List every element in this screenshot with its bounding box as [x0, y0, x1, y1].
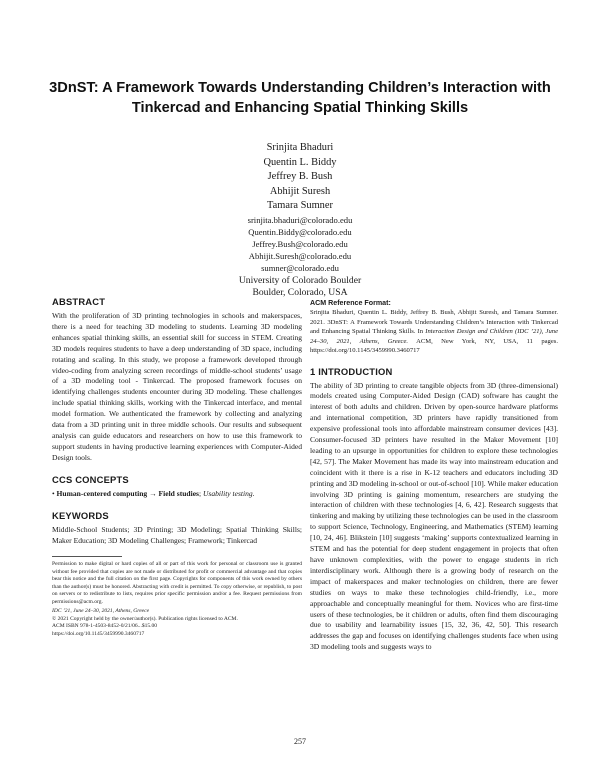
ccs-italic: Usability testing. [202, 488, 255, 498]
ccs-concept: Human-centered computing [56, 488, 148, 498]
author-location: Boulder, Colorado, USA [252, 287, 348, 299]
author-email: srinjita.bhaduri@colorado.edu [247, 214, 353, 225]
ccs-heading: CCS CONCEPTS [52, 473, 129, 485]
reference-venue: Interaction Design and Children (IDC ’21), June 24–30, 2021, Athens, Greece. [310, 328, 558, 345]
author-email: Abhijit.Suresh@colorado.edu [248, 251, 352, 262]
reference-plain: Srinjita Bhaduri, Quentin L. Biddy, Jeffrey B. Bush, Abhijit Suresh, and Tamara Sumner. 2021. 3DnST: A Framework Towards Understanding Children’s Interaction with Tinkercad and Enhancing Spatial Thinking Skills. In [310, 309, 558, 335]
abstract-heading: ABSTRACT [52, 296, 106, 307]
keywords-text: Middle-School Students; 3D Printing; 3D Modeling; Spatial Thinking Skills; Maker Education; 3D Modeling Challenges; Framework; Tinkercad [52, 524, 302, 545]
author-email: Jeffrey.Bush@colorado.edu [252, 238, 348, 249]
author-block [150, 141, 450, 300]
author-name: Srinjita Bhaduri [266, 142, 334, 153]
page-number: 257 [294, 737, 306, 746]
author-name: Tamara Sumner [267, 200, 333, 211]
introduction-heading: 1 INTRODUCTION [310, 365, 393, 377]
author-name: Abhijit Suresh [269, 185, 331, 197]
keywords-heading: KEYWORDS [52, 509, 109, 521]
author-name: Jeffrey B. Bush [267, 171, 333, 182]
introduction-text: The ability of 3D printing to create tangible objects from 3D (three-dimensional) models created using Computer-Aided Design (CAD) software has caught the interest of both adults and children. Driven by open-source hardware platforms and international competition, 3D printers have rapidly transitioned from expensive professional tools into affordable mainstream consumer devices [43]. Consumer-focused 3D printers have resulted in the Maker Movement [10] leading to an upsurge in opportunities for children to explore these technologies [42, 57]. The Maker Movement has made its way into mainstream education and coincident with it there is a rise in K-12 teachers and educators including 3D printing and 3D modeling in-school or out-of-school [10]. While maker education involving 3D printing is gaining momentum, researchers are studying the interaction of children with these technologies [4, 6, 42]. Research suggests that tinkering and making by utilizing these technologies can be used in the classroom to support Science, Technology, Engineering, and Mathematics (STEM) learning [10, 24, 46]. Blikstein [10] suggests ‘making’ supports contextualized learning in STEM and has the potential for deep student engagement in projects that often have unknown complexities, with the power to engage students in rich interdisciplinary work. Although there is a growing body of research on the impact of makerspaces and maker technologies on children, there are fewer studies on ways to make these technologies child-friendly, i.e., more approachable and conceptually meaningful for them. Novices who are first-time users of these technologies, be it children or adults, often find them discouraging due to usability and learnability issues [15, 32, 36, 42, 50]. This research addresses the gap and focuses on identifying challenges students face when using 3D modeling tools and suggests ways to [310, 380, 558, 652]
reference-format-heading: ACM Reference Format: [310, 299, 391, 307]
ccs-text: • Human-centered computing → Field studies; Usability testing. [52, 488, 255, 498]
footnote-rule [52, 556, 122, 557]
author-affiliation: University of Colorado Boulder [238, 274, 362, 286]
ccs-bullet: • [52, 488, 55, 498]
ccs-arrow: → [149, 488, 157, 498]
permission-notice: Permission to make digital or hard copies of all or part of this work for personal or classroom use is granted without fee provided that copies are not made or distributed for profit or commercial advantage and that copies bear this notice and the full citation on the first page. Copyrights for components of this work owned by others than the author(s) must be honored. Abstracting with credit is permitted. To copy otherwise, or republish, to post on servers or to redistribute to lists, requires prior specific permission and/or a fee. Request permissions from permissions@acm.org. [52, 561, 302, 605]
doi-link[interactable]: https://doi.org/10.1145/3459990.3460717 [52, 630, 145, 637]
ccs-subconcept: Field studies [158, 488, 199, 498]
copyright-line: © 2021 Copyright held by the owner/author(s). Publication rights licensed to ACM. [52, 615, 238, 622]
isbn-line: ACM ISBN 978-1-4503-8452-0/21/06...$15.00 [52, 623, 158, 630]
right-column [310, 298, 558, 653]
abstract-text: With the proliferation of 3D printing technologies in schools and makerspaces, there is a need for teaching 3D modeling to students. Learning 3D modeling enhances spatial thinking skills, an essential skill for success in STEM. Creating 3D models requires students to have a deep understanding of 3D space, including rotating and scaling. In this study, we propose a framework developed through video-coding from analyzing screen recordings of middle-school students’ usage of a 3D modeling tool - Tinkercad. The proposed framework focuses on identifying challenges students encounter during 3D modeling. These challenges include spatial thinking skills, working with the Tinkercad interface, and mental model formation. We authenticated the framework by collecting and analyzing data from a 3D printing unit in three middle schools. Our results and subsequent analysis can guide educators and researchers on how to use this framework to support students in having productive learning experiences with Computer-Aided Design tools. [52, 311, 302, 462]
paper-title: 3DnST: A Framework Towards Understanding Children’s Interaction with Tinkercad and Enhancing Spatial Thinking Skills [49, 80, 551, 116]
author-email: Quentin.Biddy@colorado.edu [248, 226, 352, 237]
reference-end: ACM, New York, NY, USA, 11 pages. https://doi.org/10.1145/3459990.3460717 [310, 337, 558, 354]
reference-format-text [310, 308, 558, 356]
author-email: sumner@colorado.edu [261, 263, 339, 274]
venue-line: IDC ’21, June 24–30, 2021, Athens, Greece [52, 608, 150, 615]
author-name: Quentin L. Biddy [263, 156, 337, 168]
left-column [52, 296, 302, 638]
